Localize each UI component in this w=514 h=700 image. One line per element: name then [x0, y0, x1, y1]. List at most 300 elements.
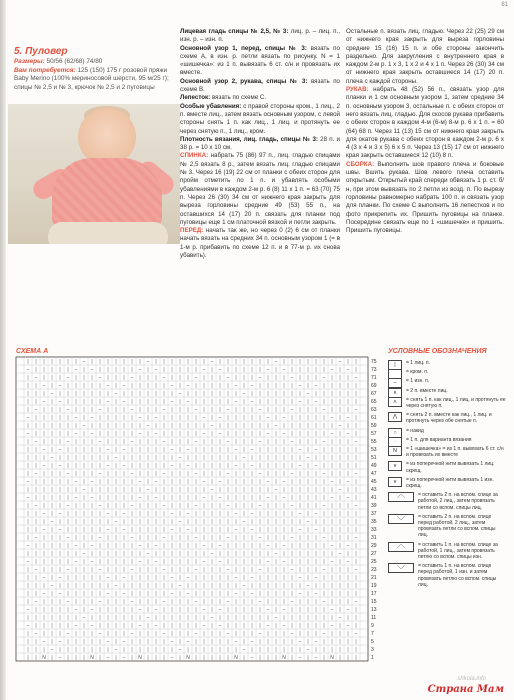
- stitch-symbol: |: [187, 375, 189, 381]
- stitch-symbol: |: [195, 359, 197, 365]
- stitch-symbol: |: [339, 471, 341, 477]
- stitch-symbol: |: [171, 375, 173, 381]
- stitch-symbol: |: [27, 359, 29, 365]
- stitch-symbol: |: [147, 431, 149, 437]
- row-number: 57: [371, 431, 377, 437]
- stitch-symbol: |: [35, 543, 37, 549]
- stitch-symbol: |: [59, 599, 61, 605]
- stitch-symbol: |: [291, 583, 293, 589]
- stitch-symbol: |: [211, 655, 213, 661]
- stitch-symbol: –: [330, 415, 334, 421]
- stitch-symbol: |: [59, 423, 61, 429]
- stitch-symbol: |: [107, 367, 109, 373]
- stitch-symbol: |: [203, 575, 205, 581]
- stitch-symbol: |: [147, 535, 149, 541]
- stitch-symbol: |: [299, 431, 301, 437]
- row-number: 53: [371, 447, 377, 453]
- stitch-symbol: |: [235, 535, 237, 541]
- stitch-symbol: |: [307, 503, 309, 509]
- stitch-symbol: |: [243, 631, 245, 637]
- stitch-symbol: –: [298, 639, 302, 645]
- page-number: 81: [501, 2, 508, 8]
- stitch-symbol: |: [259, 463, 261, 469]
- stitch-symbol: |: [91, 439, 93, 445]
- stitch-symbol: –: [146, 551, 150, 557]
- stitch-symbol: |: [43, 583, 45, 589]
- stitch-symbol: |: [275, 567, 277, 573]
- legend-title: УСЛОВНЫЕ ОБОЗНАЧЕНИЯ: [388, 348, 487, 355]
- stitch-symbol: –: [346, 431, 350, 437]
- stitch-symbol: |: [259, 431, 261, 437]
- stitch-symbol: |: [163, 479, 165, 485]
- stitch-symbol: |: [155, 447, 157, 453]
- stitch-symbol: –: [202, 607, 206, 613]
- stitch-symbol: |: [91, 503, 93, 509]
- stitch-symbol: |: [123, 543, 125, 549]
- stitch-symbol: |: [51, 591, 53, 597]
- stitch-symbol: |: [91, 615, 93, 621]
- stitch-symbol: |: [323, 519, 325, 525]
- stitch-symbol: |: [171, 623, 173, 629]
- stitch-symbol: |: [91, 599, 93, 605]
- stitch-symbol: –: [122, 447, 126, 453]
- stitch-symbol: –: [266, 559, 270, 565]
- stitch-symbol: |: [315, 359, 317, 365]
- stitch-symbol: |: [267, 575, 269, 581]
- stitch-symbol: |: [107, 503, 109, 509]
- stitch-symbol: |: [187, 423, 189, 429]
- stitch-symbol: –: [330, 367, 334, 373]
- stitch-symbol: |: [147, 511, 149, 517]
- stitch-symbol: |: [115, 359, 117, 365]
- stitch-symbol: –: [106, 399, 110, 405]
- stitch-symbol: |: [187, 503, 189, 509]
- stitch-symbol: |: [275, 623, 277, 629]
- stitch-symbol: |: [203, 583, 205, 589]
- stitch-symbol: |: [59, 519, 61, 525]
- stitch-symbol: |: [203, 471, 205, 477]
- stitch-symbol: |: [131, 575, 133, 581]
- legend-text: = из поперечной нити вывязать 1 изн. скрещ.: [406, 476, 494, 490]
- stitch-symbol: –: [98, 631, 102, 637]
- stitch-symbol: |: [83, 375, 85, 381]
- stitch-symbol: –: [290, 599, 294, 605]
- stitch-symbol: |: [27, 383, 29, 389]
- legend-item: [388, 369, 506, 375]
- stitch-symbol: –: [242, 391, 246, 397]
- stitch-symbol: |: [243, 535, 245, 541]
- stitch-symbol: |: [83, 479, 85, 485]
- stitch-symbol: |: [211, 607, 213, 613]
- stitch-symbol: |: [163, 647, 165, 653]
- stitch-symbol: –: [266, 367, 270, 373]
- stitch-symbol: –: [106, 591, 110, 597]
- stitch-symbol: –: [282, 623, 286, 629]
- stitch-symbol: –: [130, 631, 134, 637]
- legend-text: = оставить 1 п. на вспом. спице за работой, 1 лиц., затем провязать петлю со вспом. спицы изн.: [418, 541, 498, 561]
- stitch-symbol: |: [227, 559, 229, 565]
- stitch-symbol: |: [67, 495, 69, 501]
- stitch-symbol: |: [283, 359, 285, 365]
- stitch-symbol: N: [234, 655, 238, 661]
- stitch-symbol: |: [179, 623, 181, 629]
- stitch-symbol: |: [339, 447, 341, 453]
- stitch-symbol: –: [66, 503, 70, 509]
- stitch-symbol: |: [355, 527, 357, 533]
- stitch-symbol: |: [331, 575, 333, 581]
- stitch-symbol: –: [194, 471, 198, 477]
- stitch-symbol: |: [187, 615, 189, 621]
- stitch-symbol: –: [26, 607, 30, 613]
- stitch-symbol: |: [259, 479, 261, 485]
- stitch-symbol: |: [291, 399, 293, 405]
- stitch-symbol: |: [99, 479, 101, 485]
- stitch-symbol: |: [251, 567, 253, 573]
- stitch-symbol: |: [131, 359, 133, 365]
- stitch-symbol: |: [51, 431, 53, 437]
- stitch-symbol: |: [219, 631, 221, 637]
- stitch-symbol: |: [291, 559, 293, 565]
- stitch-symbol: |: [171, 559, 173, 565]
- stitch-symbol: |: [171, 439, 173, 445]
- stitch-symbol: |: [51, 471, 53, 477]
- stitch-symbol: |: [331, 511, 333, 517]
- stitch-symbol: |: [123, 439, 125, 445]
- stitch-symbol: |: [211, 567, 213, 573]
- stitch-symbol: –: [282, 607, 286, 613]
- stitch-symbol: |: [107, 359, 109, 365]
- stitch-symbol: |: [323, 623, 325, 629]
- stitch-symbol: |: [299, 503, 301, 509]
- stitch-symbol: –: [210, 423, 214, 429]
- stitch-symbol: |: [267, 599, 269, 605]
- stitch-symbol: |: [275, 367, 277, 373]
- stitch-symbol: –: [250, 575, 254, 581]
- stitch-symbol: |: [51, 487, 53, 493]
- stitch-symbol: |: [123, 559, 125, 565]
- stitch-symbol: |: [195, 423, 197, 429]
- stitch-symbol: |: [283, 391, 285, 397]
- stitch-symbol: |: [155, 423, 157, 429]
- stitch-symbol: |: [267, 615, 269, 621]
- stitch-symbol: |: [187, 367, 189, 373]
- row-number: 11: [371, 615, 377, 621]
- stitch-symbol: |: [315, 391, 317, 397]
- stitch-symbol: |: [107, 479, 109, 485]
- stitch-symbol: |: [267, 503, 269, 509]
- stitch-symbol: |: [291, 551, 293, 557]
- stitch-symbol: |: [339, 439, 341, 445]
- stitch-symbol: |: [331, 583, 333, 589]
- stitch-symbol: |: [211, 535, 213, 541]
- stitch-symbol: –: [298, 655, 302, 661]
- stitch-symbol: –: [58, 383, 62, 389]
- stitch-symbol: |: [307, 383, 309, 389]
- stitch-symbol: |: [339, 599, 341, 605]
- stitch-symbol: |: [355, 551, 357, 557]
- stitch-symbol: |: [235, 471, 237, 477]
- stitch-symbol: |: [67, 367, 69, 373]
- stitch-symbol: |: [203, 391, 205, 397]
- stitch-symbol: |: [315, 479, 317, 485]
- stitch-symbol: |: [187, 551, 189, 557]
- legend-item: [388, 514, 506, 539]
- stitch-symbol: –: [26, 415, 30, 421]
- stitch-symbol: |: [267, 359, 269, 365]
- stitch-symbol: |: [187, 583, 189, 589]
- stitch-symbol: –: [58, 575, 62, 581]
- stitch-symbol: |: [331, 375, 333, 381]
- stitch-symbol: –: [186, 463, 190, 469]
- stitch-symbol: |: [139, 471, 141, 477]
- stitch-symbol: |: [283, 631, 285, 637]
- stitch-symbol: –: [154, 415, 158, 421]
- stitch-symbol: |: [67, 583, 69, 589]
- stitch-symbol: |: [115, 543, 117, 549]
- stitch-symbol: |: [107, 551, 109, 557]
- stitch-symbol: |: [307, 407, 309, 413]
- stitch-symbol: |: [171, 407, 173, 413]
- legend-text: = из поперечной нити вывязать 1 лиц. скрещ.: [406, 461, 495, 474]
- stitch-symbol: |: [115, 655, 117, 661]
- stitch-symbol: |: [139, 583, 141, 589]
- stitch-symbol: |: [243, 407, 245, 413]
- stitch-symbol: –: [346, 543, 350, 549]
- stitch-symbol: |: [171, 567, 173, 573]
- stitch-symbol: |: [315, 647, 317, 653]
- stitch-symbol: |: [123, 423, 125, 429]
- stitch-symbol: –: [186, 511, 190, 517]
- stitch-symbol: |: [147, 583, 149, 589]
- stitch-symbol: |: [219, 471, 221, 477]
- stitch-symbol: |: [291, 511, 293, 517]
- stitch-symbol: |: [91, 551, 93, 557]
- stitch-symbol: |: [179, 615, 181, 621]
- stitch-symbol: |: [75, 391, 77, 397]
- stitch-symbol: |: [155, 591, 157, 597]
- photo-legs: [48, 222, 168, 244]
- stitch-symbol: |: [323, 487, 325, 493]
- stitch-symbol: |: [179, 599, 181, 605]
- stitch-symbol: |: [163, 463, 165, 469]
- stitch-symbol: |: [115, 527, 117, 533]
- stitch-symbol: –: [354, 439, 358, 445]
- stitch-symbol: |: [299, 599, 301, 605]
- stitch-symbol: |: [59, 615, 61, 621]
- stitch-symbol: |: [243, 367, 245, 373]
- stitch-symbol: |: [99, 519, 101, 525]
- stitch-symbol: –: [354, 599, 358, 605]
- row-number: 43: [371, 487, 377, 493]
- stitch-symbol: |: [51, 511, 53, 517]
- stitch-symbol: |: [51, 479, 53, 485]
- stitch-symbol: |: [123, 607, 125, 613]
- stitch-symbol: |: [83, 559, 85, 565]
- stitch-symbol: |: [91, 567, 93, 573]
- stitch-symbol: |: [75, 583, 77, 589]
- stitch-symbol: |: [115, 383, 117, 389]
- stitch-symbol: |: [67, 431, 69, 437]
- stitch-symbol: –: [194, 439, 198, 445]
- stitch-symbol: |: [75, 407, 77, 413]
- stitch-symbol: –: [90, 543, 94, 549]
- stitch-symbol: –: [178, 583, 182, 589]
- stitch-symbol: |: [307, 511, 309, 517]
- stitch-symbol: –: [218, 415, 222, 421]
- stitch-symbol: |: [203, 519, 205, 525]
- stitch-symbol: |: [355, 511, 357, 517]
- stitch-symbol: |: [347, 503, 349, 509]
- stitch-symbol: |: [323, 575, 325, 581]
- stitch-symbol: |: [339, 415, 341, 421]
- stitch-symbol: N: [138, 655, 142, 661]
- stitch-symbol: |: [251, 535, 253, 541]
- legend-item: [388, 412, 506, 424]
- stitch-symbol: |: [307, 375, 309, 381]
- stitch-symbol: |: [267, 511, 269, 517]
- stitch-symbol: |: [283, 407, 285, 413]
- stitch-symbol: |: [243, 623, 245, 629]
- stitch-symbol: |: [339, 591, 341, 597]
- stitch-symbol: |: [131, 399, 133, 405]
- stitch-symbol: |: [91, 487, 93, 493]
- stitch-symbol: |: [275, 559, 277, 565]
- stitch-symbol: |: [259, 367, 261, 373]
- stitch-symbol: –: [82, 423, 86, 429]
- stitch-symbol: –: [74, 367, 78, 373]
- stitch-symbol: –: [74, 623, 78, 629]
- stitch-symbol: |: [83, 455, 85, 461]
- stitch-symbol: |: [99, 399, 101, 405]
- stitch-symbol: |: [179, 543, 181, 549]
- stitch-symbol: |: [323, 615, 325, 621]
- stitch-symbol: |: [339, 463, 341, 469]
- stitch-symbol: |: [219, 383, 221, 389]
- stitch-symbol: |: [27, 591, 29, 597]
- stitch-symbol: |: [323, 463, 325, 469]
- stitch-symbol: –: [322, 471, 326, 477]
- stitch-symbol: |: [83, 383, 85, 389]
- stitch-symbol: |: [107, 423, 109, 429]
- brand-logo: Страна Мам: [427, 684, 504, 695]
- stitch-symbol: |: [259, 655, 261, 661]
- stitch-symbol: –: [58, 639, 62, 645]
- stitch-symbol: –: [298, 527, 302, 533]
- stitch-symbol: |: [179, 423, 181, 429]
- stitch-symbol: |: [307, 487, 309, 493]
- stitch-symbol: |: [219, 551, 221, 557]
- stitch-symbol: –: [138, 479, 142, 485]
- stitch-symbol: |: [331, 487, 333, 493]
- stitch-symbol: |: [83, 407, 85, 413]
- stitch-symbol: |: [107, 431, 109, 437]
- stitch-symbol: |: [51, 415, 53, 421]
- stitch-symbol: –: [90, 607, 94, 613]
- stitch-symbol: |: [115, 511, 117, 517]
- stitch-symbol: |: [299, 487, 301, 493]
- stitch-symbol: –: [138, 623, 142, 629]
- stitch-symbol: –: [138, 543, 142, 549]
- stitch-symbol: |: [227, 511, 229, 517]
- stitch-symbol: |: [315, 559, 317, 565]
- stitch-symbol: |: [331, 639, 333, 645]
- stitch-symbol: |: [219, 567, 221, 573]
- stitch-symbol: |: [75, 463, 77, 469]
- stitch-symbol: |: [331, 535, 333, 541]
- stitch-symbol: –: [58, 655, 62, 661]
- stitch-symbol: |: [115, 623, 117, 629]
- stitch-symbol: |: [131, 367, 133, 373]
- stitch-symbol: |: [187, 455, 189, 461]
- stitch-symbol: |: [347, 359, 349, 365]
- stitch-symbol: –: [138, 495, 142, 501]
- stitch-symbol: |: [347, 527, 349, 533]
- stitch-symbol: |: [67, 447, 69, 453]
- stitch-symbol: |: [227, 359, 229, 365]
- stitch-symbol: |: [307, 575, 309, 581]
- stitch-symbol: |: [347, 455, 349, 461]
- stitch-symbol: |: [179, 447, 181, 453]
- stitch-symbol: |: [147, 599, 149, 605]
- stitch-symbol: –: [210, 487, 214, 493]
- stitch-symbol: |: [299, 455, 301, 461]
- stitch-symbol: |: [219, 407, 221, 413]
- stitch-symbol: |: [211, 559, 213, 565]
- stitch-symbol: |: [203, 463, 205, 469]
- stitch-symbol: |: [219, 375, 221, 381]
- stitch-symbol: –: [306, 391, 310, 397]
- stitch-symbol: –: [234, 575, 238, 581]
- stitch-symbol: |: [27, 375, 29, 381]
- stitch-symbol: |: [171, 503, 173, 509]
- stitch-symbol: |: [43, 455, 45, 461]
- stitch-symbol: |: [179, 551, 181, 557]
- stitch-symbol: |: [123, 375, 125, 381]
- stitch-symbol: |: [307, 631, 309, 637]
- stitch-symbol: |: [115, 415, 117, 421]
- stitch-symbol: |: [267, 407, 269, 413]
- stitch-symbol: |: [267, 487, 269, 493]
- stitch-symbol: –: [162, 567, 166, 573]
- stitch-symbol: |: [43, 519, 45, 525]
- stitch-symbol: |: [67, 607, 69, 613]
- stitch-symbol: |: [139, 615, 141, 621]
- stitch-symbol: –: [186, 575, 190, 581]
- stitch-symbol: |: [187, 471, 189, 477]
- stitch-symbol: –: [66, 567, 70, 573]
- stitch-symbol: |: [83, 367, 85, 373]
- stitch-symbol: |: [155, 519, 157, 525]
- stitch-symbol: |: [355, 431, 357, 437]
- stitch-symbol: –: [42, 399, 46, 405]
- stitch-symbol: –: [130, 407, 134, 413]
- stitch-symbol: |: [299, 519, 301, 525]
- stitch-symbol: –: [170, 511, 174, 517]
- stitch-symbol: –: [330, 495, 334, 501]
- stitch-symbol: |: [147, 591, 149, 597]
- stitch-symbol: |: [27, 439, 29, 445]
- stitch-symbol: |: [299, 607, 301, 613]
- stitch-symbol: |: [339, 655, 341, 661]
- stitch-symbol: –: [282, 495, 286, 501]
- stitch-symbol: –: [98, 439, 102, 445]
- stitch-symbol: |: [147, 631, 149, 637]
- stitch-symbol: |: [83, 583, 85, 589]
- stitch-symbol: |: [251, 559, 253, 565]
- stitch-symbol: –: [42, 383, 46, 389]
- stitch-symbol: |: [99, 559, 101, 565]
- stitch-symbol: |: [211, 367, 213, 373]
